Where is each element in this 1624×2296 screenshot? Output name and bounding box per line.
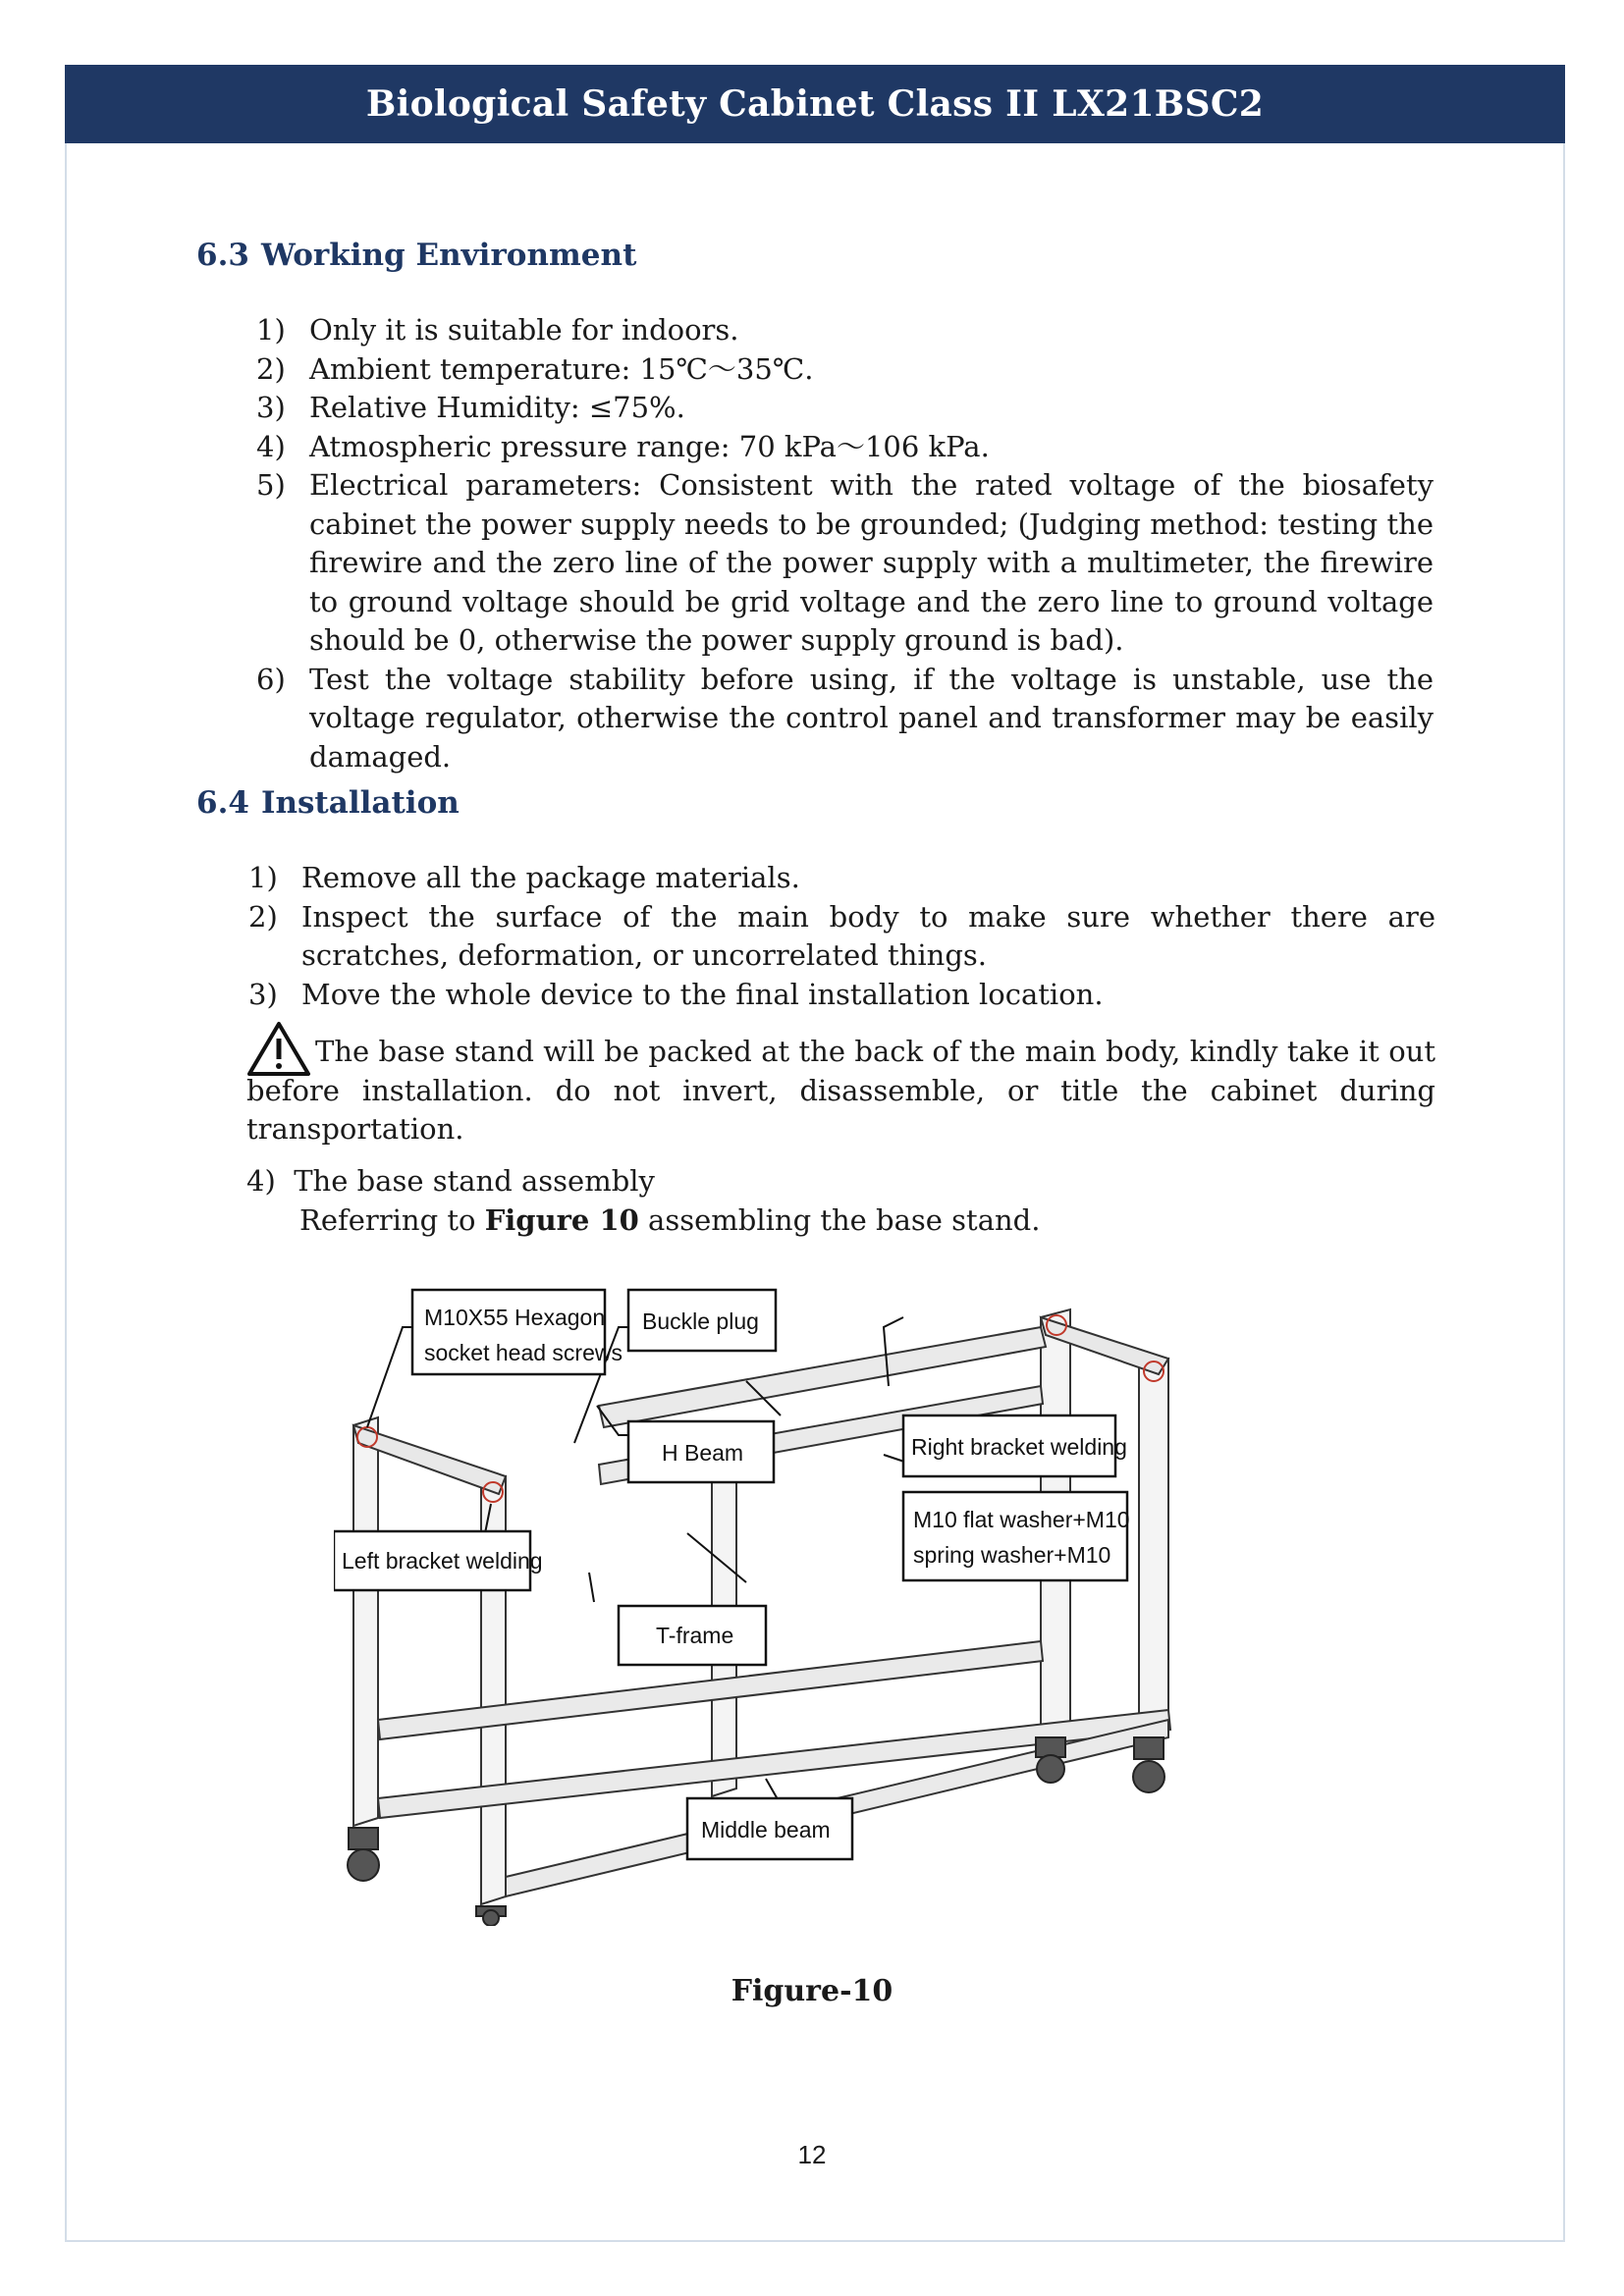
reference-prefix: Referring to <box>299 1202 485 1237</box>
washer-label-2: spring washer+M10 <box>913 1542 1111 1568</box>
item-number: 2) <box>248 899 278 934</box>
item-text: The base stand assembly <box>294 1164 655 1198</box>
figure-caption: Figure-10 <box>731 1974 893 2008</box>
installation-list <box>248 859 1435 1014</box>
buckle-plug-label: Buckle plug <box>642 1308 759 1334</box>
left-bracket-label: Left bracket welding <box>342 1548 543 1574</box>
figure-reference <box>246 1201 1040 1241</box>
item-text: Atmospheric pressure range: 70 kPa～106 kPa. <box>309 429 990 463</box>
list-item <box>256 661 1434 777</box>
item-number: 6) <box>256 662 286 696</box>
list-item <box>256 428 1434 467</box>
page-number: 12 <box>797 2140 827 2169</box>
list-item <box>248 898 1435 976</box>
item-number: 2) <box>256 351 286 386</box>
item-number: 3) <box>256 391 286 424</box>
section-number: 6.3 <box>196 238 249 273</box>
list-item <box>256 466 1434 661</box>
item-text: Only it is suitable for indoors. <box>309 313 739 347</box>
list-item <box>256 350 1434 390</box>
document-header <box>65 65 1565 143</box>
working-environment-list <box>256 311 1434 776</box>
item-text: Electrical parameters: Consistent with the rated voltage of the biosafety cabinet the power supply needs to be grounded; (Judging method: testing the firewire and the zero line of the power supply with a multimeter, the firewire to ground voltage should be grid voltage and the zero line to ground voltage should be 0, otherwise the power supply ground is bad). <box>309 468 1434 657</box>
list-item <box>248 976 1435 1015</box>
right-bracket-label: Right bracket welding <box>911 1434 1127 1460</box>
section-title: Working Environment <box>260 238 637 273</box>
section-number: 6.4 <box>196 785 249 821</box>
list-item <box>256 311 1434 350</box>
middle-beam-label: Middle beam <box>701 1817 831 1842</box>
hex-screws-label-2: socket head screws <box>424 1340 623 1365</box>
item-number: 1) <box>248 861 278 894</box>
item-text: Move the whole device to the final installation location. <box>301 977 1104 1011</box>
list-item <box>248 859 1435 898</box>
section-heading-installation <box>196 785 460 821</box>
item-number: 1) <box>256 313 286 347</box>
t-frame-label: T-frame <box>656 1623 734 1648</box>
item-text: Relative Humidity: ≤75%. <box>309 391 685 424</box>
document-title: Biological Safety Cabinet Class II LX21BSC2 <box>365 83 1265 125</box>
item-text: Inspect the surface of the main body to make sure whether there are scratches, deformation, or uncorrelated things. <box>301 899 1435 972</box>
reference-suffix: assembling the base stand. <box>638 1202 1041 1237</box>
warning-note <box>246 1033 1435 1149</box>
item-number: 3) <box>248 977 278 1011</box>
item-number: 5) <box>256 468 286 502</box>
h-beam-label: H Beam <box>662 1440 744 1466</box>
list-item <box>256 389 1434 428</box>
item-number: 4) <box>256 429 286 463</box>
base-stand-diagram <box>334 1268 1306 1926</box>
item-number: 4) <box>246 1164 276 1198</box>
section-heading-working-environment <box>196 238 636 273</box>
step-4 <box>246 1162 1040 1240</box>
item-text: Ambient temperature: 15℃～35℃. <box>309 351 814 386</box>
hex-screws-label-1: M10X55 Hexagon <box>424 1305 606 1330</box>
item-text: Remove all the package materials. <box>301 861 800 894</box>
section-title: Installation <box>260 785 460 821</box>
warning-text: The base stand will be packed at the back of the main body, kindly take it out before installation. do not invert, disassemble, or title the cabinet during transportation. <box>246 1035 1435 1146</box>
washer-label-1: M10 flat washer+M10 <box>913 1507 1130 1532</box>
item-text: Test the voltage stability before using, if the voltage is unstable, use the voltage regulator, otherwise the control panel and transformer may be easily damaged. <box>309 662 1434 774</box>
reference-figure: Figure 10 <box>484 1202 639 1237</box>
